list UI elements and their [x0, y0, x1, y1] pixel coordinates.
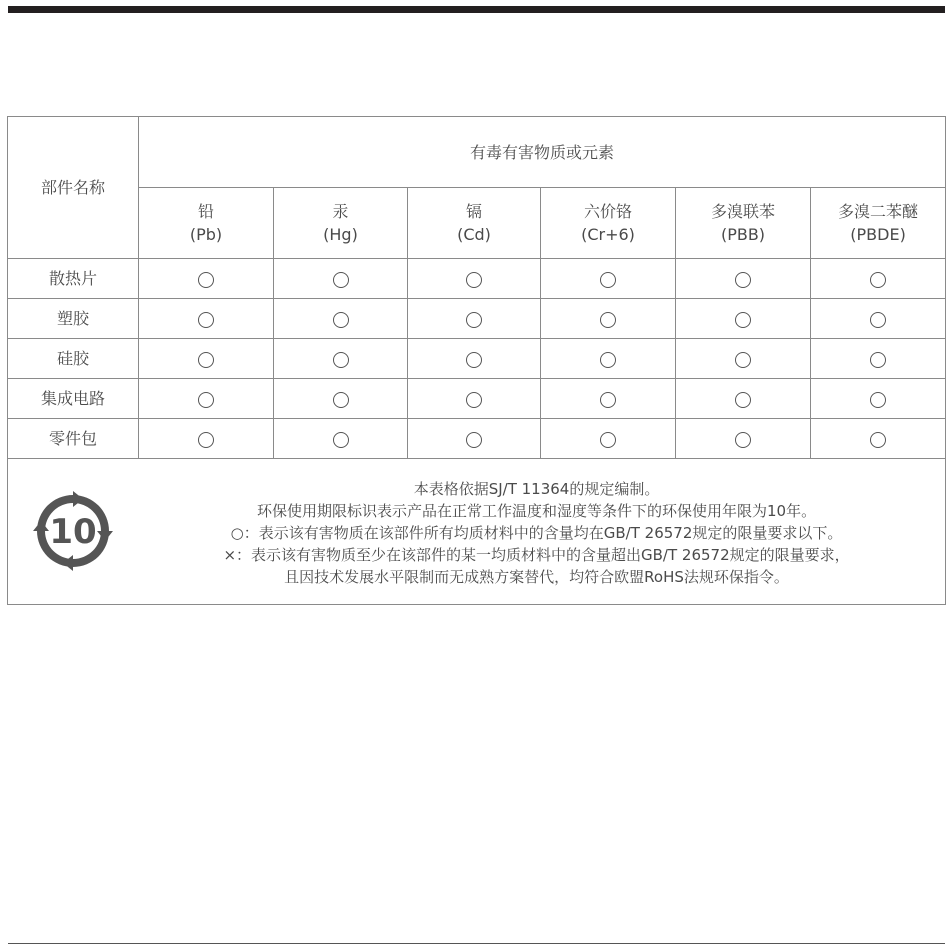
compliance-mark [466, 352, 482, 368]
compliance-cell [811, 339, 946, 379]
compliance-mark [870, 432, 886, 448]
substance-column-header [541, 188, 676, 259]
table-row [8, 299, 946, 339]
compliance-mark [870, 312, 886, 328]
compliance-cell [408, 339, 541, 379]
compliance-mark [466, 312, 482, 328]
compliance-cell [139, 419, 274, 459]
compliance-mark [333, 312, 349, 328]
compliance-cell [676, 379, 811, 419]
substance-symbol: (PBDE) [850, 225, 906, 244]
compliance-mark [466, 432, 482, 448]
compliance-mark [466, 272, 482, 288]
substance-name: 六价铬 [583, 202, 632, 221]
part-name-cell: 硅胶 [8, 339, 139, 379]
compliance-cell [139, 379, 274, 419]
note-line-1: 本表格依据SJ/T 11364的规定编制。 [413, 480, 660, 498]
substance-symbol: (PBB) [720, 225, 766, 244]
substance-name: 铅 [197, 202, 214, 221]
substance-name: 多溴联苯 [710, 202, 775, 221]
table-row [8, 339, 946, 379]
compliance-cell [139, 259, 274, 299]
substance-column-header [811, 188, 946, 259]
part-name-cell: 散热片 [8, 259, 139, 299]
compliance-cell [274, 419, 408, 459]
logo-number: 10 [49, 512, 97, 552]
compliance-mark [735, 392, 751, 408]
compliance-cell [811, 379, 946, 419]
substance-column-header [676, 188, 811, 259]
compliance-cell [274, 299, 408, 339]
compliance-cell [811, 259, 946, 299]
compliance-cell [541, 379, 676, 419]
compliance-mark [333, 392, 349, 408]
compliance-cell [541, 299, 676, 339]
part-name-cell: 零件包 [8, 419, 139, 459]
substance-symbol: (Hg) [323, 225, 358, 244]
part-name-header: 部件名称 [8, 117, 139, 259]
compliance-mark [600, 312, 616, 328]
compliance-mark [735, 312, 751, 328]
compliance-mark [333, 432, 349, 448]
compliance-mark [735, 352, 751, 368]
compliance-mark [198, 312, 214, 328]
hazardous-substances-table [7, 116, 946, 605]
compliance-mark [870, 272, 886, 288]
compliance-cell [811, 419, 946, 459]
compliance-cell [274, 259, 408, 299]
compliance-cell [541, 419, 676, 459]
compliance-mark [600, 352, 616, 368]
compliance-mark [735, 432, 751, 448]
compliance-mark [466, 392, 482, 408]
compliance-mark [735, 272, 751, 288]
compliance-mark [600, 432, 616, 448]
substance-symbol: (Pb) [189, 225, 223, 244]
substance-name: 镉 [465, 202, 482, 221]
compliance-cell [811, 299, 946, 339]
notes-cell [8, 459, 946, 605]
note-line-3: ○：表示该有害物质在该部件所有均质材料中的含量均在GB/T 26572规定的限量要求以下。 [230, 524, 843, 542]
top-divider-bar [8, 6, 945, 13]
substance-column-header [408, 188, 541, 259]
compliance-mark [600, 392, 616, 408]
compliance-cell [274, 379, 408, 419]
compliance-cell [139, 339, 274, 379]
environmental-protection-use-period-icon [33, 491, 113, 571]
substances-header: 有毒有害物质或元素 [139, 117, 946, 188]
compliance-cell [139, 299, 274, 339]
compliance-cell [676, 299, 811, 339]
substance-symbol: (Cr+6) [581, 225, 635, 244]
part-name-cell: 集成电路 [8, 379, 139, 419]
table-row [8, 379, 946, 419]
substance-name: 多溴二苯醚 [838, 202, 919, 221]
table-row [8, 259, 946, 299]
compliance-cell [676, 339, 811, 379]
compliance-cell [408, 419, 541, 459]
compliance-cell [676, 419, 811, 459]
compliance-cell [676, 259, 811, 299]
compliance-cell [541, 339, 676, 379]
substance-column-header [139, 188, 274, 259]
substance-column-header [274, 188, 408, 259]
compliance-cell [274, 339, 408, 379]
compliance-cell [541, 259, 676, 299]
part-name-cell: 塑胶 [8, 299, 139, 339]
compliance-mark [333, 272, 349, 288]
compliance-mark [198, 392, 214, 408]
compliance-cell [408, 259, 541, 299]
compliance-mark [600, 272, 616, 288]
compliance-mark [870, 352, 886, 368]
table-row [8, 419, 946, 459]
compliance-mark [198, 352, 214, 368]
notes-block [138, 478, 935, 588]
note-line-4: ×：表示该有害物质至少在该部件的某一均质材料中的含量超出GB/T 26572规定的限量要求， [223, 546, 850, 564]
compliance-cell [408, 379, 541, 419]
compliance-mark [198, 432, 214, 448]
compliance-mark [870, 392, 886, 408]
bottom-divider-line [8, 943, 945, 944]
compliance-cell [408, 299, 541, 339]
substance-symbol: (Cd) [457, 225, 491, 244]
compliance-mark [333, 352, 349, 368]
substance-name: 汞 [332, 202, 349, 221]
note-line-5: 且因技术发展水平限制而无成熟方案替代，均符合欧盟RoHS法规环保指令。 [284, 568, 789, 586]
compliance-mark [198, 272, 214, 288]
note-line-2: 环保使用期限标识表示产品在正常工作温度和湿度等条件下的环保使用年限为10年。 [256, 502, 817, 520]
